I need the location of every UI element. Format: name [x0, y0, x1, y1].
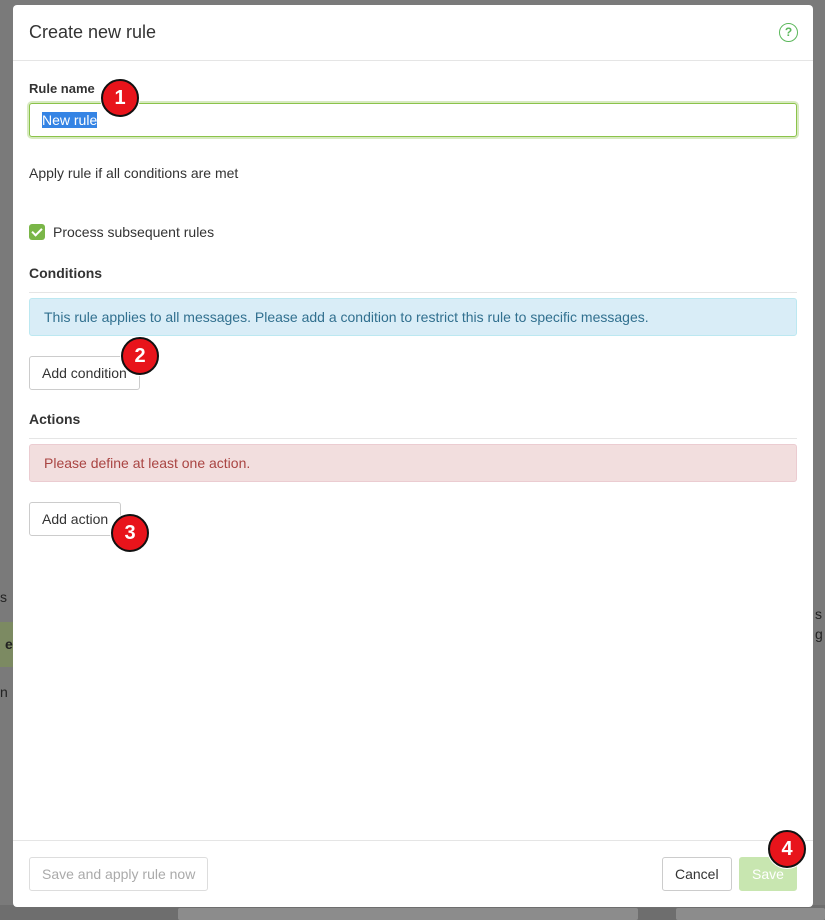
- step-marker-4: 4: [768, 830, 806, 868]
- step-marker-1: 1: [101, 79, 139, 117]
- help-icon[interactable]: ?: [779, 23, 798, 42]
- dialog-footer-divider: [13, 840, 813, 841]
- actions-error-alert: Please define at least one action.: [29, 444, 797, 482]
- dialog-title: Create new rule: [29, 22, 157, 42]
- save-and-apply-button[interactable]: Save and apply rule now: [29, 857, 208, 891]
- actions-heading: Actions: [29, 411, 81, 427]
- background-field: [178, 908, 638, 920]
- create-rule-dialog: [13, 5, 813, 907]
- apply-rule-text: Apply rule if all conditions are met: [29, 165, 239, 181]
- actions-divider: [29, 438, 797, 439]
- background-text: g: [815, 626, 823, 642]
- conditions-heading: Conditions: [29, 265, 103, 281]
- step-marker-2: 2: [121, 337, 159, 375]
- background-text: n: [0, 684, 8, 700]
- save-button[interactable]: Save: [739, 857, 797, 891]
- process-subsequent-checkbox[interactable]: [29, 224, 45, 240]
- background-text: e: [5, 636, 13, 652]
- rule-name-value: New rule: [42, 112, 98, 128]
- conditions-info-alert: This rule applies to all messages. Please add a condition to restrict this rule to specific messages.: [29, 298, 797, 336]
- conditions-divider: [29, 292, 797, 293]
- step-marker-3: 3: [111, 514, 149, 552]
- cancel-button[interactable]: Cancel: [662, 857, 732, 891]
- background-field: [676, 908, 825, 920]
- add-action-button[interactable]: Add action: [29, 502, 121, 536]
- background-text: s: [0, 589, 7, 605]
- dialog-header: [13, 5, 813, 61]
- rule-name-label: Rule name: [29, 81, 95, 96]
- rule-name-input[interactable]: [29, 103, 797, 137]
- add-condition-button[interactable]: Add condition: [29, 356, 140, 390]
- process-subsequent-label[interactable]: Process subsequent rules: [53, 224, 215, 240]
- background-text: s: [815, 606, 822, 622]
